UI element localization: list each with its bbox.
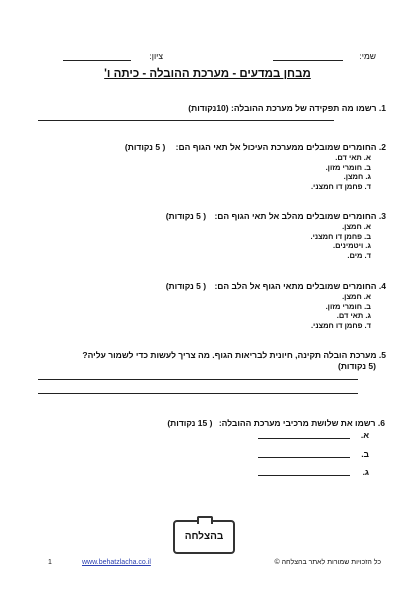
letter-a: א. bbox=[360, 430, 369, 440]
name-label: שמי: bbox=[359, 51, 376, 61]
question-points: ( 5 נקודות) bbox=[124, 142, 166, 152]
option-a[interactable]: א. חמצן. bbox=[342, 292, 371, 301]
option-a[interactable]: א. חמצן. bbox=[342, 222, 371, 231]
question-3 bbox=[86, 211, 386, 221]
option-b[interactable]: ב. פחמן דו חמצני. bbox=[310, 231, 371, 241]
question-points: (10נקודות) bbox=[188, 103, 229, 113]
options-list bbox=[171, 222, 371, 260]
question-number: 4. bbox=[378, 281, 386, 291]
letter-b: ב. bbox=[361, 449, 369, 459]
options-list bbox=[171, 292, 371, 330]
exam-title: מבחן במדעים - מערכת ההובלה - כיתה ו' bbox=[104, 68, 311, 80]
question-4 bbox=[86, 281, 386, 291]
question-text: החומרים שמובלים מתאי הגוף אל הלב הם: bbox=[214, 281, 377, 291]
question-points: ( 5 נקודות) bbox=[165, 211, 207, 221]
logo-tab-shape bbox=[197, 516, 213, 524]
question-1 bbox=[56, 103, 386, 113]
options-list bbox=[171, 153, 371, 191]
option-b[interactable]: ב. חומרי מזון. bbox=[325, 162, 371, 172]
option-d[interactable]: ד. פחמן דו חמצני. bbox=[310, 181, 371, 191]
site-link[interactable]: www.behatzlacha.co.il bbox=[82, 559, 151, 566]
option-b[interactable]: ב. חומרי מזון. bbox=[325, 301, 371, 311]
question-number: 1. bbox=[378, 103, 386, 113]
question-text: מערכת הובלה תקינה, חיונית לבריאות הגוף. מה צריך לעשות כדי לשמור עליה? bbox=[82, 350, 377, 360]
answer-line[interactable] bbox=[38, 393, 358, 394]
grade-label: ציון: bbox=[149, 51, 163, 61]
question-number: 2. bbox=[378, 142, 386, 152]
grade-field[interactable] bbox=[63, 60, 131, 61]
question-number: 3. bbox=[378, 211, 386, 221]
question-points: (5 נקודות) bbox=[337, 361, 376, 371]
question-6 bbox=[85, 418, 385, 428]
name-field[interactable] bbox=[273, 60, 343, 61]
letter-c: ג. bbox=[362, 467, 369, 477]
answer-line[interactable] bbox=[38, 120, 334, 121]
option-d[interactable]: ד. מים. bbox=[347, 250, 371, 260]
question-text: רשמו את שלושת מרכיבי מערכת ההובלה: bbox=[218, 418, 376, 428]
question-points: ( 5 נקודות) bbox=[165, 281, 207, 291]
question-text: החומרים שמובלים ממערכת העיכול אל תאי הגוף הם: bbox=[175, 142, 377, 152]
question-text: רשמו מה תפקידה של מערכת ההובלה: bbox=[231, 103, 377, 113]
option-c[interactable]: ג. ויטמינים. bbox=[333, 241, 371, 251]
question-2 bbox=[56, 142, 386, 152]
answer-line-a[interactable] bbox=[258, 438, 350, 439]
option-a[interactable]: א. תאי דם. bbox=[335, 153, 371, 162]
question-number: 5. bbox=[378, 350, 386, 360]
copyright-text: כל הזכויות שמורות לאתר בהצלחה © bbox=[274, 559, 381, 566]
option-c[interactable]: ג. חמצן. bbox=[343, 172, 371, 182]
page-number: 1 bbox=[48, 559, 52, 566]
behatzlacha-logo bbox=[173, 520, 235, 554]
option-d[interactable]: ד. פחמן דו חמצני. bbox=[310, 320, 371, 330]
answer-line-b[interactable] bbox=[258, 457, 350, 458]
question-text: החומרים שמובלים מהלב אל תאי הגוף הם: bbox=[214, 211, 377, 221]
option-c[interactable]: ג. תאי דם. bbox=[336, 311, 371, 321]
question-5 bbox=[56, 350, 386, 360]
answer-line-c[interactable] bbox=[258, 475, 350, 476]
answer-line[interactable] bbox=[38, 379, 358, 380]
question-points: ( 15 נקודות) bbox=[167, 418, 213, 428]
question-number: 6. bbox=[377, 418, 385, 428]
logo-text: בהצלחה bbox=[184, 531, 224, 542]
